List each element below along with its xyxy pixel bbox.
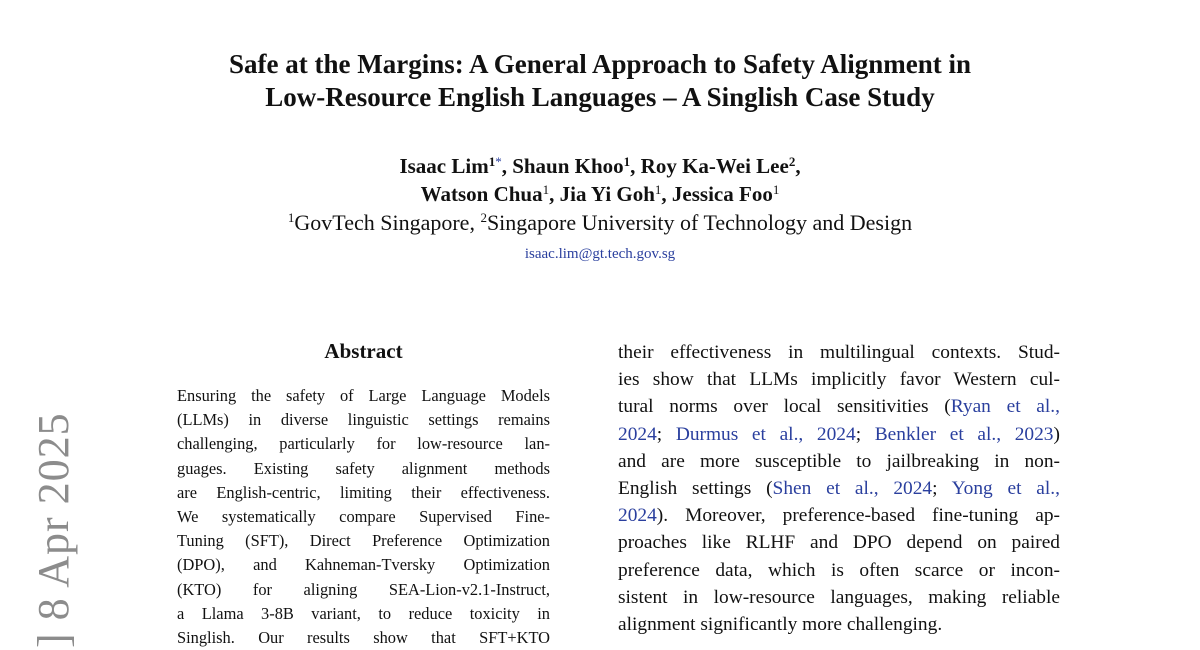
author-line-1: Isaac Lim$^{1*}$, Shaun Khoo$^1$, Roy Ka-Wei Lee$^2$, <box>399 154 801 178</box>
body-line: sistent in low-resource languages, making reliable <box>618 586 1060 608</box>
body-line: and are more susceptible to jailbreaking in non- <box>618 450 1060 472</box>
abstract-line: guages. Existing safety alignment methods <box>177 458 550 478</box>
abstract-line: Ensuring the safety of Large Language Models <box>177 386 550 405</box>
author-name: Watson Chua <box>420 182 543 206</box>
introduction-text <box>618 339 1060 638</box>
abstract-line: Singlish. Our results show that SFT+KTO <box>177 628 550 648</box>
body-line: their effectiveness in multilingual contexts. Stud- <box>618 342 1060 363</box>
author-name: Isaac Lim <box>399 154 489 178</box>
abstract-line: (DPO), and Kahneman-Tversky Optimization <box>177 555 550 575</box>
affiliation-sutd: Singapore University of Technology and Design <box>486 210 913 235</box>
body-line: preference data, which is often scarce or incon- <box>618 559 1060 581</box>
abstract-line: challenging, particularly for low-resource lan- <box>177 434 550 454</box>
body-line: alignment significantly more challenging. <box>618 614 943 636</box>
citation-yong-2024[interactable]: Yong et al., <box>951 478 1060 500</box>
citation-benkler-2023[interactable]: Benkler et al., 2023 <box>874 423 1054 445</box>
corresponding-author-mark[interactable]: * <box>495 154 502 169</box>
author-name: Jia Yi Goh <box>559 182 655 206</box>
citation-shen-2024[interactable]: Shen et al., 2024 <box>772 478 933 500</box>
affiliations: $^1$GovTech Singapore, $^2$Singapore University of Technology and Design <box>287 210 913 235</box>
affiliation-govtech: GovTech Singapore <box>294 210 470 235</box>
abstract-line: (LLMs) in diverse linguistic settings remains <box>177 410 550 430</box>
body-line: 2024; Durmus et al., 2024; Benkler et al., 2023) <box>618 423 1060 445</box>
abstract-line: We systematically compare Supervised Fine- <box>177 507 550 527</box>
author-name: Jessica Foo <box>671 182 773 206</box>
abstract-line: a Llama 3-8B variant, to reduce toxicity in <box>177 603 550 623</box>
abstract-line: are English-centric, limiting their effectiveness. <box>177 482 550 502</box>
abstract-line: Tuning (SFT), Direct Preference Optimization <box>177 531 550 551</box>
author-line-2: Watson Chua$^1$, Jia Yi Goh$^1$, Jessica Foo$^1$ <box>420 182 780 206</box>
author-list <box>0 152 1200 208</box>
citation-ryan-2024-year[interactable]: 2024 <box>618 423 657 445</box>
author-affil-sup: 1 <box>488 154 496 169</box>
author-name: Roy Ka-Wei Lee <box>640 154 789 178</box>
paper-title <box>0 48 1200 114</box>
body-line: English settings (Shen et al., 2024; Yong et al., <box>618 478 1060 500</box>
author-affil-sup: 1 <box>623 154 631 169</box>
body-line: ies show that LLMs implicitly favor Western cul- <box>618 369 1060 391</box>
abstract-heading: Abstract <box>324 339 403 363</box>
citation-yong-2024-year[interactable]: 2024 <box>618 505 657 527</box>
body-line: proaches like RLHF and DPO depend on paired <box>618 532 1060 554</box>
author-affil-sup: 2 <box>788 154 796 169</box>
body-line: 2024). Moreover, preference-based fine-tuning ap- <box>618 505 1060 527</box>
citation-ryan-2024[interactable]: Ryan et al., <box>950 396 1060 418</box>
author-name: Shaun Khoo <box>512 154 624 178</box>
abstract-body <box>177 384 550 650</box>
citation-durmus-2024[interactable]: Durmus et al., 2024 <box>675 423 856 445</box>
abstract-line: (KTO) for aligning SEA-Lion-v2.1-Instruct, <box>177 579 550 599</box>
title-line-1: Safe at the Margins: A General Approach to Safety Alignment in <box>229 49 971 79</box>
arxiv-date-stamp: ] 8 Apr 2025 <box>29 412 78 648</box>
title-line-2: Low-Resource English Languages – A Singlish Case Study <box>265 82 935 112</box>
body-line: tural norms over local sensitivities (Ryan et al., <box>618 396 1060 418</box>
author-affil-sup: 1 <box>654 182 662 197</box>
author-affil-sup: 1 <box>542 182 550 197</box>
contact-email-link[interactable]: isaac.lim@gt.tech.gov.sg <box>524 246 676 262</box>
author-affil-sup: 1 <box>772 182 780 197</box>
